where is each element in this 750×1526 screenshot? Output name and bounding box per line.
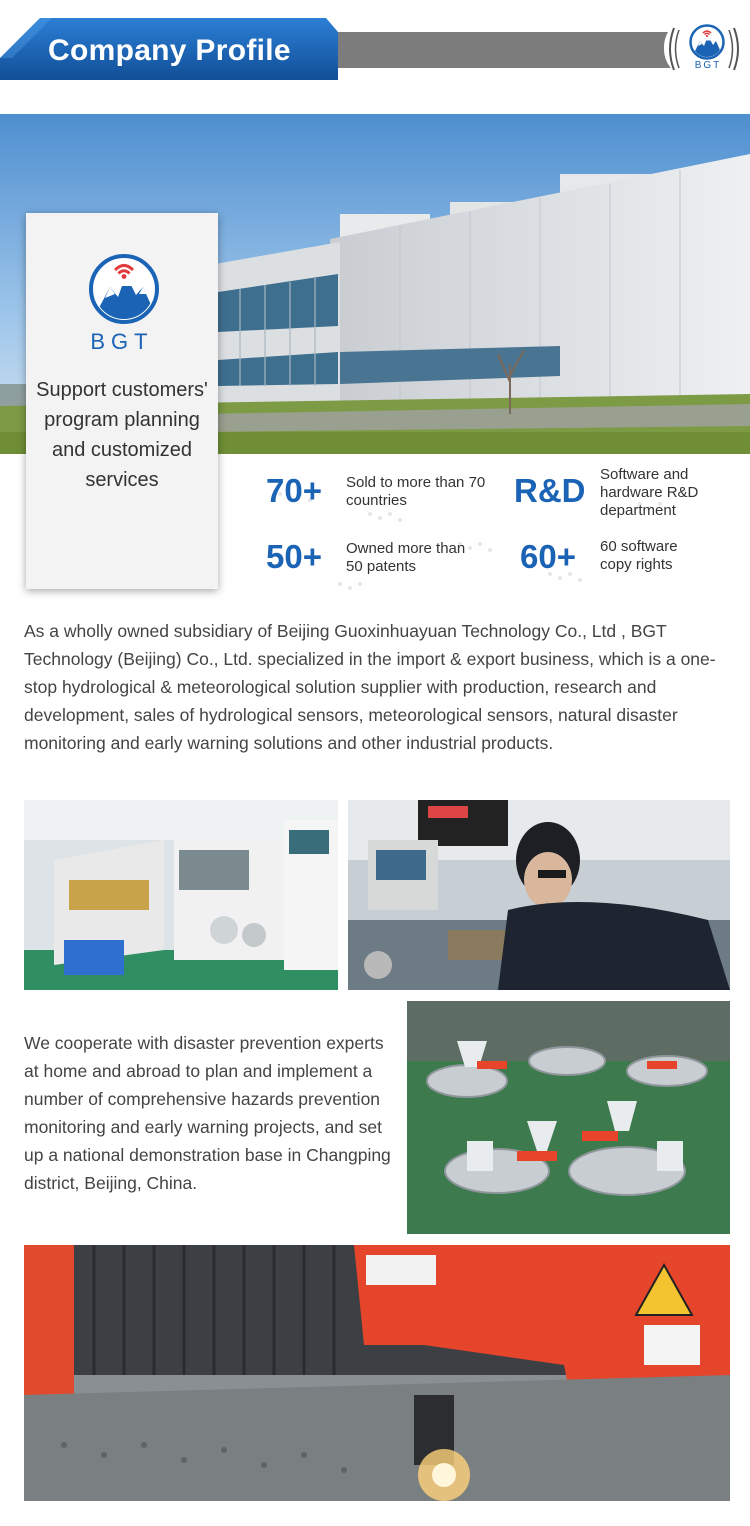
- photo-engineer-workbench: [348, 800, 730, 990]
- stat-value-patents: 50+: [266, 538, 322, 575]
- stats-panel: [220, 454, 750, 610]
- stat-value-software: 60+: [520, 538, 576, 575]
- photo-laser-cutter: [24, 1245, 730, 1501]
- bgt-logo-icon: [689, 24, 725, 60]
- page-title: Company Profile: [48, 34, 291, 67]
- page-header: [0, 0, 750, 100]
- bgt-logo-icon: [88, 253, 160, 325]
- brand-name: BGT: [90, 329, 154, 354]
- stat-text-patents: Owned more than 50 patents: [346, 540, 466, 575]
- stat-value-countries: 70+: [266, 472, 322, 509]
- brand-card: [26, 213, 218, 589]
- cooperation-paragraph: We cooperate with disaster prevention experts at home and abroad to plan and implement a number of comprehensive hazards prevention monitoring and early warning projects, and set up a national demonstration base in Changping district, Beijing, China.: [24, 1033, 391, 1193]
- photo-rain-gauges: [407, 1001, 730, 1234]
- brand-slogan: Support customers' program planning and customized services: [36, 379, 208, 491]
- stat-value-rd: R&D: [514, 472, 586, 509]
- header-logo-text: BGT: [694, 60, 722, 71]
- intro-paragraph: As a wholly owned subsidiary of Beijing Guoxinhuayuan Technology Co., Ltd , BGT Technology (Beijing) Co., Ltd. specialized in the import & export business, which is a one-stop hydrological & meteorological solution supplier with production, research and development, sales of hydrological sensors, meteorological sensors, natural disaster monitoring and early warning solutions and other industrial products.: [24, 621, 716, 753]
- stat-text-countries: Sold to more than 70 countries: [346, 474, 486, 509]
- stat-text-rd: Software and hardware R&D department: [600, 466, 699, 519]
- photo-smt-machines: [24, 800, 338, 990]
- stat-text-software: 60 software copy rights: [600, 538, 678, 573]
